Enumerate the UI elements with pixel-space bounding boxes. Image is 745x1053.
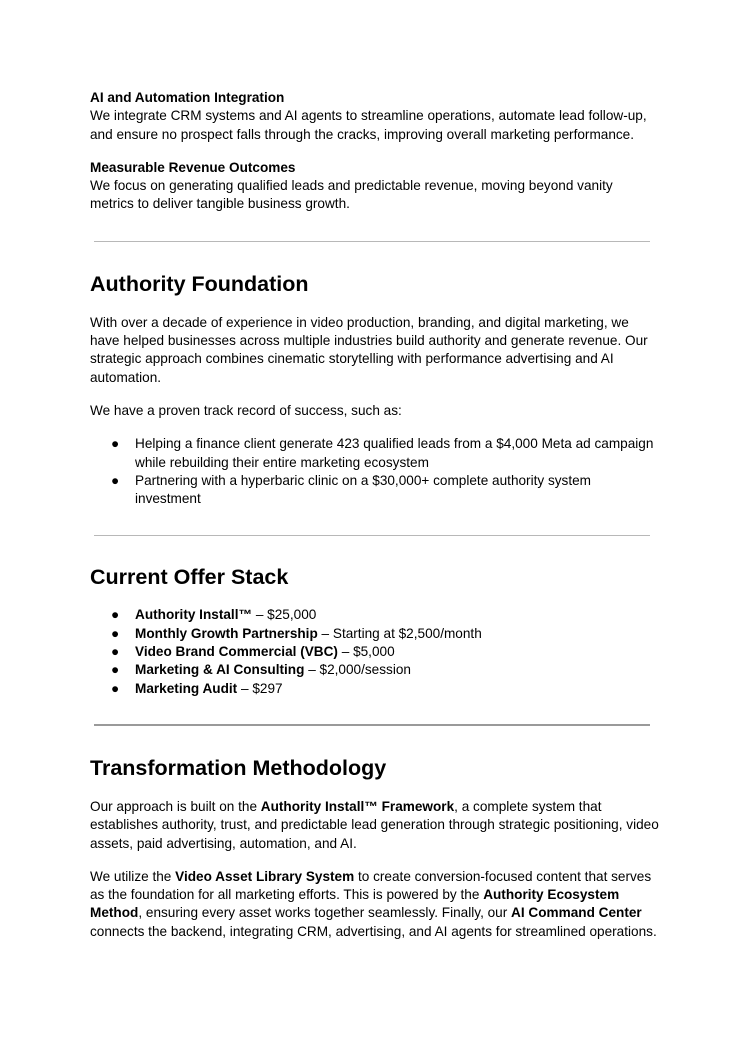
offer-price: – $25,000 <box>252 607 317 623</box>
section-divider <box>94 241 650 242</box>
offer-item <box>90 661 660 679</box>
section-divider <box>94 724 650 726</box>
video-asset-library-name: Video Asset Library System <box>175 868 355 884</box>
bullet-icon: ● <box>111 607 120 623</box>
bullet-icon: ● <box>111 680 120 696</box>
document-content <box>90 89 660 941</box>
bullet-icon: ● <box>111 436 120 452</box>
framework-name: Authority Install™ Framework <box>260 798 455 814</box>
offer-price: – $5,000 <box>337 644 395 660</box>
offer-price: – $2,000/session <box>304 662 411 678</box>
list-item <box>90 472 660 509</box>
ai-integration-heading: AI and Automation Integration <box>90 90 285 105</box>
offer-name: Authority Install™ <box>135 607 253 623</box>
revenue-outcomes-body: We focus on generating qualified leads and predictable revenue, moving beyond vanity metrics to deliver tangible business growth. <box>90 178 613 212</box>
methodology-paragraph-1: Our approach is built on the Authority Install™ Framework, a complete system that establishes authority, trust, and predictable lead generation through strategic positioning, video assets, paid advertising, automation, and AI. <box>90 798 659 851</box>
bullet-icon: ● <box>111 644 120 660</box>
offer-name: Monthly Growth Partnership <box>135 625 318 641</box>
offer-price: – $297 <box>237 680 283 696</box>
offer-name: Marketing & AI Consulting <box>135 662 305 678</box>
bullet-icon: ● <box>111 662 120 678</box>
list-item <box>90 435 660 472</box>
methodology-title: Transformation Methodology <box>90 755 387 780</box>
methodology-paragraph-2: We utilize the Video Asset Library System to create conversion-focused content that serves as the foundation for all marketing efforts. This is powered by the Authority Ecosystem Method, ensuring every asset works together seamlessly. Finally, our AI Command Center connects the backend, integrating CRM, advertising, and AI agents for streamlined operations. <box>90 868 657 939</box>
bullet-icon: ● <box>111 625 120 641</box>
offer-list <box>90 606 660 697</box>
offer-item <box>90 625 660 643</box>
offer-name: Marketing Audit <box>135 680 238 696</box>
offer-name: Video Brand Commercial (VBC) <box>135 644 338 660</box>
track-record-list <box>90 435 660 508</box>
authority-foundation-title: Authority Foundation <box>90 271 309 296</box>
ecosystem-method-name: Authority Ecosystem Method <box>90 887 620 921</box>
offer-item <box>90 680 660 698</box>
revenue-outcomes-heading: Measurable Revenue Outcomes <box>90 159 296 175</box>
list-item-text: Helping a finance client generate 423 qualified leads from a $4,000 Meta ad campaign while rebuilding their entire marketing ecosystem <box>135 436 654 470</box>
command-center-name: AI Command Center <box>511 905 642 921</box>
offer-price: – Starting at $2,500/month <box>317 625 482 641</box>
section-divider <box>94 535 650 536</box>
authority-foundation-intro: With over a decade of experience in video production, branding, and digital marketing, we have helped businesses across multiple industries build authority and generate revenue. Our strategic approach combines cinematic storytelling with performance advertising and AI automation. <box>90 314 648 385</box>
offer-item <box>90 643 660 661</box>
bullet-icon: ● <box>111 472 120 488</box>
offer-stack-title: Current Offer Stack <box>90 565 289 590</box>
offer-item <box>90 606 660 624</box>
list-item-text: Partnering with a hyperbaric clinic on a $30,000+ complete authority system investment <box>135 472 592 507</box>
ai-integration-body: We integrate CRM systems and AI agents to streamline operations, automate lead follow-up, and ensure no prospect falls through the cracks, improving overall marketing performance. <box>90 108 647 142</box>
track-record-lead: We have a proven track record of success, such as: <box>90 402 402 418</box>
